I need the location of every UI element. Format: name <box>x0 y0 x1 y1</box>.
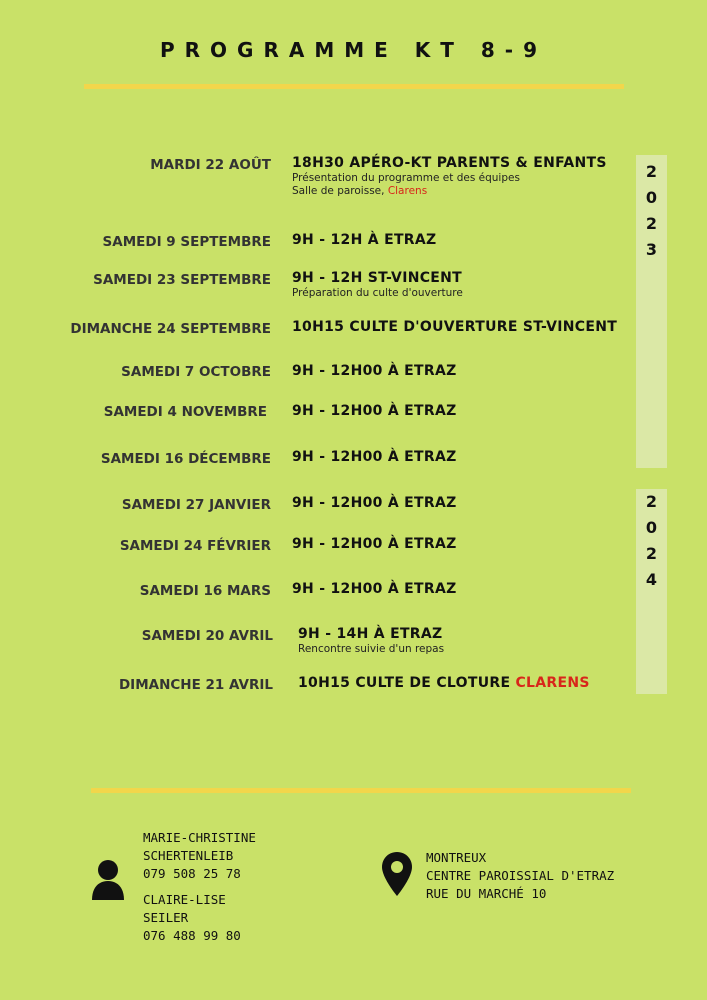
event-detail: Présentation du programme et des équipes <box>292 172 520 184</box>
year-bar-2024 <box>636 489 667 694</box>
contact-block <box>143 829 256 945</box>
contact-1-last-name: SCHERTENLEIB <box>143 848 234 863</box>
year-digit: 0 <box>645 518 658 537</box>
address-place: CENTRE PAROISSIAL D'ETRAZ <box>426 868 615 883</box>
event-title: 9H - 12H À ETRAZ <box>292 232 437 248</box>
event-title: 9H - 14H À ETRAZ <box>298 626 443 642</box>
event-title <box>298 675 590 691</box>
year-digit: 4 <box>645 570 658 589</box>
event-date: SAMEDI 24 FÉVRIER <box>119 538 271 554</box>
top-divider <box>84 84 624 89</box>
address-block <box>426 849 614 903</box>
year-bar-2023 <box>636 155 667 468</box>
location-text: Salle de paroisse, <box>292 185 388 197</box>
event-detail: Rencontre suivie d'un repas <box>298 643 445 655</box>
event-date: SAMEDI 23 SEPTEMBRE <box>93 272 271 288</box>
event-date: MARDI 22 AOÛT <box>150 157 271 173</box>
event-date: DIMANCHE 24 SEPTEMBRE <box>70 321 271 337</box>
event-title: 9H - 12H00 À ETRAZ <box>292 403 457 419</box>
event-date: SAMEDI 20 AVRIL <box>141 628 273 644</box>
address-street: RUE DU MARCHÉ 10 <box>426 886 547 901</box>
contact-2-first-name: CLAIRE-LISE <box>143 892 226 907</box>
person-icon <box>90 858 126 902</box>
event-title: 9H - 12H00 À ETRAZ <box>292 536 457 552</box>
event-title: 18H30 APÉRO-KT PARENTS & ENFANTS <box>292 155 607 171</box>
map-pin-icon <box>381 851 413 897</box>
event-title: 9H - 12H ST-VINCENT <box>292 270 463 286</box>
year-digit: 3 <box>645 240 658 259</box>
event-title: 10H15 CULTE D'OUVERTURE ST-VINCENT <box>292 319 618 335</box>
year-digit: 0 <box>645 188 658 207</box>
event-date: SAMEDI 9 SEPTEMBRE <box>102 234 271 250</box>
address-city: MONTREUX <box>426 850 487 865</box>
contact-1-phone: 079 508 25 78 <box>143 866 241 881</box>
location-highlight: Clarens <box>387 185 428 197</box>
year-digit: 2 <box>645 492 658 511</box>
event-title-text: 10H15 CULTE DE CLOTURE <box>298 675 516 691</box>
event-title: 9H - 12H00 À ETRAZ <box>292 581 457 597</box>
year-label <box>636 489 667 593</box>
event-date: SAMEDI 16 DÉCEMBRE <box>100 451 271 467</box>
event-date: DIMANCHE 21 AVRIL <box>118 677 273 693</box>
year-digit: 2 <box>645 214 658 233</box>
event-title: 9H - 12H00 À ETRAZ <box>292 495 457 511</box>
page-title: PROGRAMME KT 8-9 <box>159 38 548 62</box>
contact-2-last-name: SEILER <box>143 910 189 925</box>
event-date: SAMEDI 16 MARS <box>139 583 271 599</box>
event-date: SAMEDI 7 OCTOBRE <box>121 364 271 380</box>
bottom-divider <box>91 788 631 793</box>
event-title: 9H - 12H00 À ETRAZ <box>292 449 457 465</box>
event-date: SAMEDI 4 NOVEMBRE <box>103 404 267 420</box>
event-title-highlight: CLARENS <box>515 675 590 691</box>
event-detail-location <box>292 185 427 197</box>
event-date: SAMEDI 27 JANVIER <box>121 497 271 513</box>
contact-2-phone: 076 488 99 80 <box>143 928 241 943</box>
event-title: 9H - 12H00 À ETRAZ <box>292 363 457 379</box>
year-digit: 2 <box>645 162 658 181</box>
event-detail: Préparation du culte d'ouverture <box>292 287 463 299</box>
contact-1-first-name: MARIE-CHRISTINE <box>143 830 256 845</box>
year-digit: 2 <box>645 544 658 563</box>
year-label <box>636 159 667 263</box>
